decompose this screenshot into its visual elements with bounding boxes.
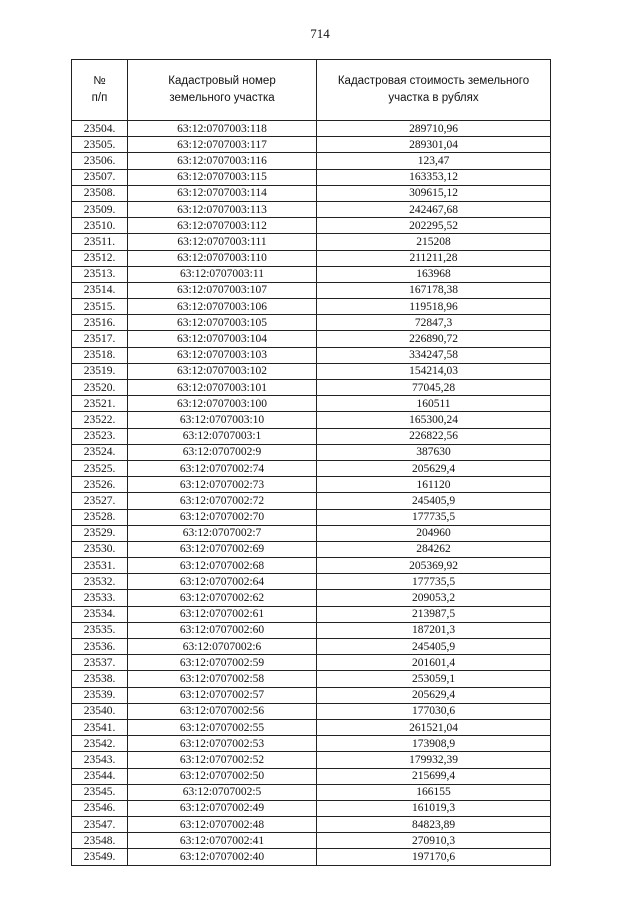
cadastral-value-cell: 163353,12 xyxy=(317,169,551,185)
cadastral-number-cell: 63:12:0707003:111 xyxy=(128,234,317,250)
cadastral-value-cell: 289301,04 xyxy=(317,137,551,153)
table-row xyxy=(72,784,551,800)
table-row xyxy=(72,396,551,412)
row-number-cell: 23548. xyxy=(72,833,128,849)
cadastral-value-cell: 187201,3 xyxy=(317,622,551,638)
row-number-cell: 23541. xyxy=(72,719,128,735)
cadastral-number-cell: 63:12:0707002:62 xyxy=(128,590,317,606)
row-number-cell: 23508. xyxy=(72,185,128,201)
table-row xyxy=(72,719,551,735)
cadastral-number-cell: 63:12:0707003:104 xyxy=(128,331,317,347)
cadastral-value-cell: 177735,5 xyxy=(317,509,551,525)
cadastral-value-cell: 215208 xyxy=(317,234,551,250)
cadastral-value-cell: 242467,68 xyxy=(317,201,551,217)
cadastral-value-cell: 202295,52 xyxy=(317,218,551,234)
cadastral-number-cell: 63:12:0707002:74 xyxy=(128,460,317,476)
row-number-cell: 23517. xyxy=(72,331,128,347)
table-row xyxy=(72,671,551,687)
table-row xyxy=(72,169,551,185)
cadastral-value-cell: 253059,1 xyxy=(317,671,551,687)
table-row xyxy=(72,153,551,169)
row-number-cell: 23524. xyxy=(72,444,128,460)
row-number-cell: 23542. xyxy=(72,736,128,752)
cadastral-value-cell: 204960 xyxy=(317,525,551,541)
table-row xyxy=(72,218,551,234)
cadastral-number-cell: 63:12:0707003:112 xyxy=(128,218,317,234)
cadastral-value-cell: 72847,3 xyxy=(317,315,551,331)
table-row xyxy=(72,606,551,622)
table-row xyxy=(72,137,551,153)
row-number-cell: 23521. xyxy=(72,396,128,412)
cadastral-number-cell: 63:12:0707002:72 xyxy=(128,493,317,509)
row-number-cell: 23536. xyxy=(72,639,128,655)
table-row xyxy=(72,201,551,217)
row-number-cell: 23520. xyxy=(72,380,128,396)
cadastral-value-cell: 179932,39 xyxy=(317,752,551,768)
row-number-cell: 23538. xyxy=(72,671,128,687)
table-row xyxy=(72,460,551,476)
cadastral-value-cell: 177030,6 xyxy=(317,703,551,719)
header-row-number-line2: п/п xyxy=(91,92,108,104)
cadastral-value-cell: 166155 xyxy=(317,784,551,800)
cadastral-number-cell: 63:12:0707002:70 xyxy=(128,509,317,525)
table-row xyxy=(72,687,551,703)
cadastral-value-cell: 205629,4 xyxy=(317,460,551,476)
cadastral-number-cell: 63:12:0707003:11 xyxy=(128,266,317,282)
cadastral-value-cell: 163968 xyxy=(317,266,551,282)
cadastral-number-cell: 63:12:0707003:1 xyxy=(128,428,317,444)
cadastral-value-cell: 177735,5 xyxy=(317,574,551,590)
cadastral-value-cell: 245405,9 xyxy=(317,493,551,509)
table-row xyxy=(72,849,551,865)
cadastral-number-cell: 63:12:0707003:107 xyxy=(128,282,317,298)
row-number-cell: 23537. xyxy=(72,655,128,671)
cadastral-value-cell: 197170,6 xyxy=(317,849,551,865)
table-row xyxy=(72,622,551,638)
table-row xyxy=(72,331,551,347)
row-number-cell: 23530. xyxy=(72,541,128,557)
row-number-cell: 23535. xyxy=(72,622,128,638)
table-row xyxy=(72,817,551,833)
table-row xyxy=(72,541,551,557)
cadastral-number-cell: 63:12:0707002:57 xyxy=(128,687,317,703)
row-number-cell: 23522. xyxy=(72,412,128,428)
table-row xyxy=(72,428,551,444)
row-number-cell: 23505. xyxy=(72,137,128,153)
cadastral-value-cell: 119518,96 xyxy=(317,299,551,315)
table-row xyxy=(72,736,551,752)
table-row xyxy=(72,444,551,460)
cadastral-value-cell: 161120 xyxy=(317,477,551,493)
row-number-cell: 23547. xyxy=(72,817,128,833)
row-number-cell: 23545. xyxy=(72,784,128,800)
header-cadastral-line1: Кадастровый номер xyxy=(168,75,276,87)
cadastral-number-cell: 63:12:0707003:102 xyxy=(128,363,317,379)
row-number-cell: 23515. xyxy=(72,299,128,315)
cadastral-number-cell: 63:12:0707002:61 xyxy=(128,606,317,622)
cadastral-value-cell: 270910,3 xyxy=(317,833,551,849)
header-cadastral-value xyxy=(317,60,551,121)
cadastral-value-cell: 201601,4 xyxy=(317,655,551,671)
row-number-cell: 23513. xyxy=(72,266,128,282)
cadastral-value-cell: 209053,2 xyxy=(317,590,551,606)
cadastral-value-cell: 245405,9 xyxy=(317,639,551,655)
row-number-cell: 23544. xyxy=(72,768,128,784)
cadastral-value-cell: 123,47 xyxy=(317,153,551,169)
row-number-cell: 23509. xyxy=(72,201,128,217)
cadastral-number-cell: 63:12:0707003:116 xyxy=(128,153,317,169)
header-cadastral-number xyxy=(128,60,317,121)
cadastral-number-cell: 63:12:0707002:73 xyxy=(128,477,317,493)
cadastral-value-cell: 309615,12 xyxy=(317,185,551,201)
cadastral-number-cell: 63:12:0707002:69 xyxy=(128,541,317,557)
cadastral-number-cell: 63:12:0707003:115 xyxy=(128,169,317,185)
table-row xyxy=(72,477,551,493)
cadastral-value-cell: 289710,96 xyxy=(317,121,551,137)
header-cadastral-line2: земельного участка xyxy=(169,92,275,104)
cadastral-number-cell: 63:12:0707002:48 xyxy=(128,817,317,833)
row-number-cell: 23532. xyxy=(72,574,128,590)
cadastral-number-cell: 63:12:0707002:64 xyxy=(128,574,317,590)
row-number-cell: 23525. xyxy=(72,460,128,476)
row-number-cell: 23549. xyxy=(72,849,128,865)
cadastral-value-cell: 261521,04 xyxy=(317,719,551,735)
cadastral-value-cell: 387630 xyxy=(317,444,551,460)
cadastral-number-cell: 63:12:0707002:53 xyxy=(128,736,317,752)
table-row xyxy=(72,266,551,282)
row-number-cell: 23518. xyxy=(72,347,128,363)
row-number-cell: 23533. xyxy=(72,590,128,606)
cadastral-number-cell: 63:12:0707003:105 xyxy=(128,315,317,331)
cadastral-number-cell: 63:12:0707002:7 xyxy=(128,525,317,541)
table-row xyxy=(72,234,551,250)
table-row xyxy=(72,185,551,201)
cadastral-value-table xyxy=(71,59,551,866)
cadastral-number-cell: 63:12:0707003:117 xyxy=(128,137,317,153)
row-number-cell: 23526. xyxy=(72,477,128,493)
cadastral-number-cell: 63:12:0707003:114 xyxy=(128,185,317,201)
cadastral-number-cell: 63:12:0707002:68 xyxy=(128,558,317,574)
row-number-cell: 23540. xyxy=(72,703,128,719)
table-row xyxy=(72,703,551,719)
cadastral-number-cell: 63:12:0707002:41 xyxy=(128,833,317,849)
cadastral-number-cell: 63:12:0707003:106 xyxy=(128,299,317,315)
row-number-cell: 23543. xyxy=(72,752,128,768)
cadastral-number-cell: 63:12:0707003:101 xyxy=(128,380,317,396)
cadastral-value-cell: 77045,28 xyxy=(317,380,551,396)
row-number-cell: 23539. xyxy=(72,687,128,703)
header-value-line2: участка в рублях xyxy=(388,92,479,104)
cadastral-value-cell: 284262 xyxy=(317,541,551,557)
row-number-cell: 23504. xyxy=(72,121,128,137)
cadastral-value-cell: 160511 xyxy=(317,396,551,412)
cadastral-number-cell: 63:12:0707002:40 xyxy=(128,849,317,865)
cadastral-number-cell: 63:12:0707003:110 xyxy=(128,250,317,266)
row-number-cell: 23512. xyxy=(72,250,128,266)
table-row xyxy=(72,250,551,266)
table-row xyxy=(72,509,551,525)
cadastral-number-cell: 63:12:0707002:5 xyxy=(128,784,317,800)
cadastral-value-cell: 161019,3 xyxy=(317,800,551,816)
header-row-number-line1: № xyxy=(93,75,106,87)
cadastral-value-cell: 215699,4 xyxy=(317,768,551,784)
table-row xyxy=(72,558,551,574)
table-row xyxy=(72,363,551,379)
table-row xyxy=(72,347,551,363)
table-row xyxy=(72,639,551,655)
row-number-cell: 23523. xyxy=(72,428,128,444)
table-row xyxy=(72,655,551,671)
row-number-cell: 23519. xyxy=(72,363,128,379)
cadastral-number-cell: 63:12:0707002:55 xyxy=(128,719,317,735)
cadastral-number-cell: 63:12:0707003:118 xyxy=(128,121,317,137)
cadastral-number-cell: 63:12:0707002:58 xyxy=(128,671,317,687)
cadastral-value-cell: 205369,92 xyxy=(317,558,551,574)
cadastral-value-cell: 165300,24 xyxy=(317,412,551,428)
cadastral-number-cell: 63:12:0707002:9 xyxy=(128,444,317,460)
cadastral-number-cell: 63:12:0707002:6 xyxy=(128,639,317,655)
table-row xyxy=(72,493,551,509)
table-row xyxy=(72,380,551,396)
cadastral-number-cell: 63:12:0707002:56 xyxy=(128,703,317,719)
table-row xyxy=(72,833,551,849)
cadastral-value-cell: 167178,38 xyxy=(317,282,551,298)
table-row xyxy=(72,299,551,315)
cadastral-value-cell: 213987,5 xyxy=(317,606,551,622)
row-number-cell: 23529. xyxy=(72,525,128,541)
page-number: 714 xyxy=(310,26,330,41)
row-number-cell: 23514. xyxy=(72,282,128,298)
row-number-cell: 23527. xyxy=(72,493,128,509)
table-header-row xyxy=(72,60,551,121)
table-body xyxy=(72,121,551,866)
cadastral-number-cell: 63:12:0707002:49 xyxy=(128,800,317,816)
table-row xyxy=(72,121,551,137)
table-row xyxy=(72,315,551,331)
cadastral-value-cell: 226890,72 xyxy=(317,331,551,347)
cadastral-value-cell: 211211,28 xyxy=(317,250,551,266)
cadastral-value-cell: 226822,56 xyxy=(317,428,551,444)
cadastral-value-cell: 334247,58 xyxy=(317,347,551,363)
cadastral-number-cell: 63:12:0707002:59 xyxy=(128,655,317,671)
table-row xyxy=(72,590,551,606)
cadastral-number-cell: 63:12:0707002:52 xyxy=(128,752,317,768)
cadastral-value-cell: 205629,4 xyxy=(317,687,551,703)
row-number-cell: 23510. xyxy=(72,218,128,234)
header-value-line1: Кадастровая стоимость земельного xyxy=(337,75,530,87)
table-row xyxy=(72,800,551,816)
row-number-cell: 23546. xyxy=(72,800,128,816)
cadastral-value-cell: 173908,9 xyxy=(317,736,551,752)
table-row xyxy=(72,574,551,590)
row-number-cell: 23531. xyxy=(72,558,128,574)
table-row xyxy=(72,768,551,784)
row-number-cell: 23516. xyxy=(72,315,128,331)
row-number-cell: 23506. xyxy=(72,153,128,169)
row-number-cell: 23511. xyxy=(72,234,128,250)
table-row xyxy=(72,752,551,768)
cadastral-number-cell: 63:12:0707002:60 xyxy=(128,622,317,638)
row-number-cell: 23534. xyxy=(72,606,128,622)
cadastral-number-cell: 63:12:0707003:10 xyxy=(128,412,317,428)
cadastral-number-cell: 63:12:0707003:103 xyxy=(128,347,317,363)
cadastral-number-cell: 63:12:0707002:50 xyxy=(128,768,317,784)
cadastral-value-cell: 84823,89 xyxy=(317,817,551,833)
cadastral-number-cell: 63:12:0707003:100 xyxy=(128,396,317,412)
table-row xyxy=(72,525,551,541)
table-row xyxy=(72,412,551,428)
row-number-cell: 23528. xyxy=(72,509,128,525)
cadastral-value-cell: 154214,03 xyxy=(317,363,551,379)
row-number-cell: 23507. xyxy=(72,169,128,185)
cadastral-number-cell: 63:12:0707003:113 xyxy=(128,201,317,217)
header-row-number xyxy=(72,60,128,121)
table-row xyxy=(72,282,551,298)
